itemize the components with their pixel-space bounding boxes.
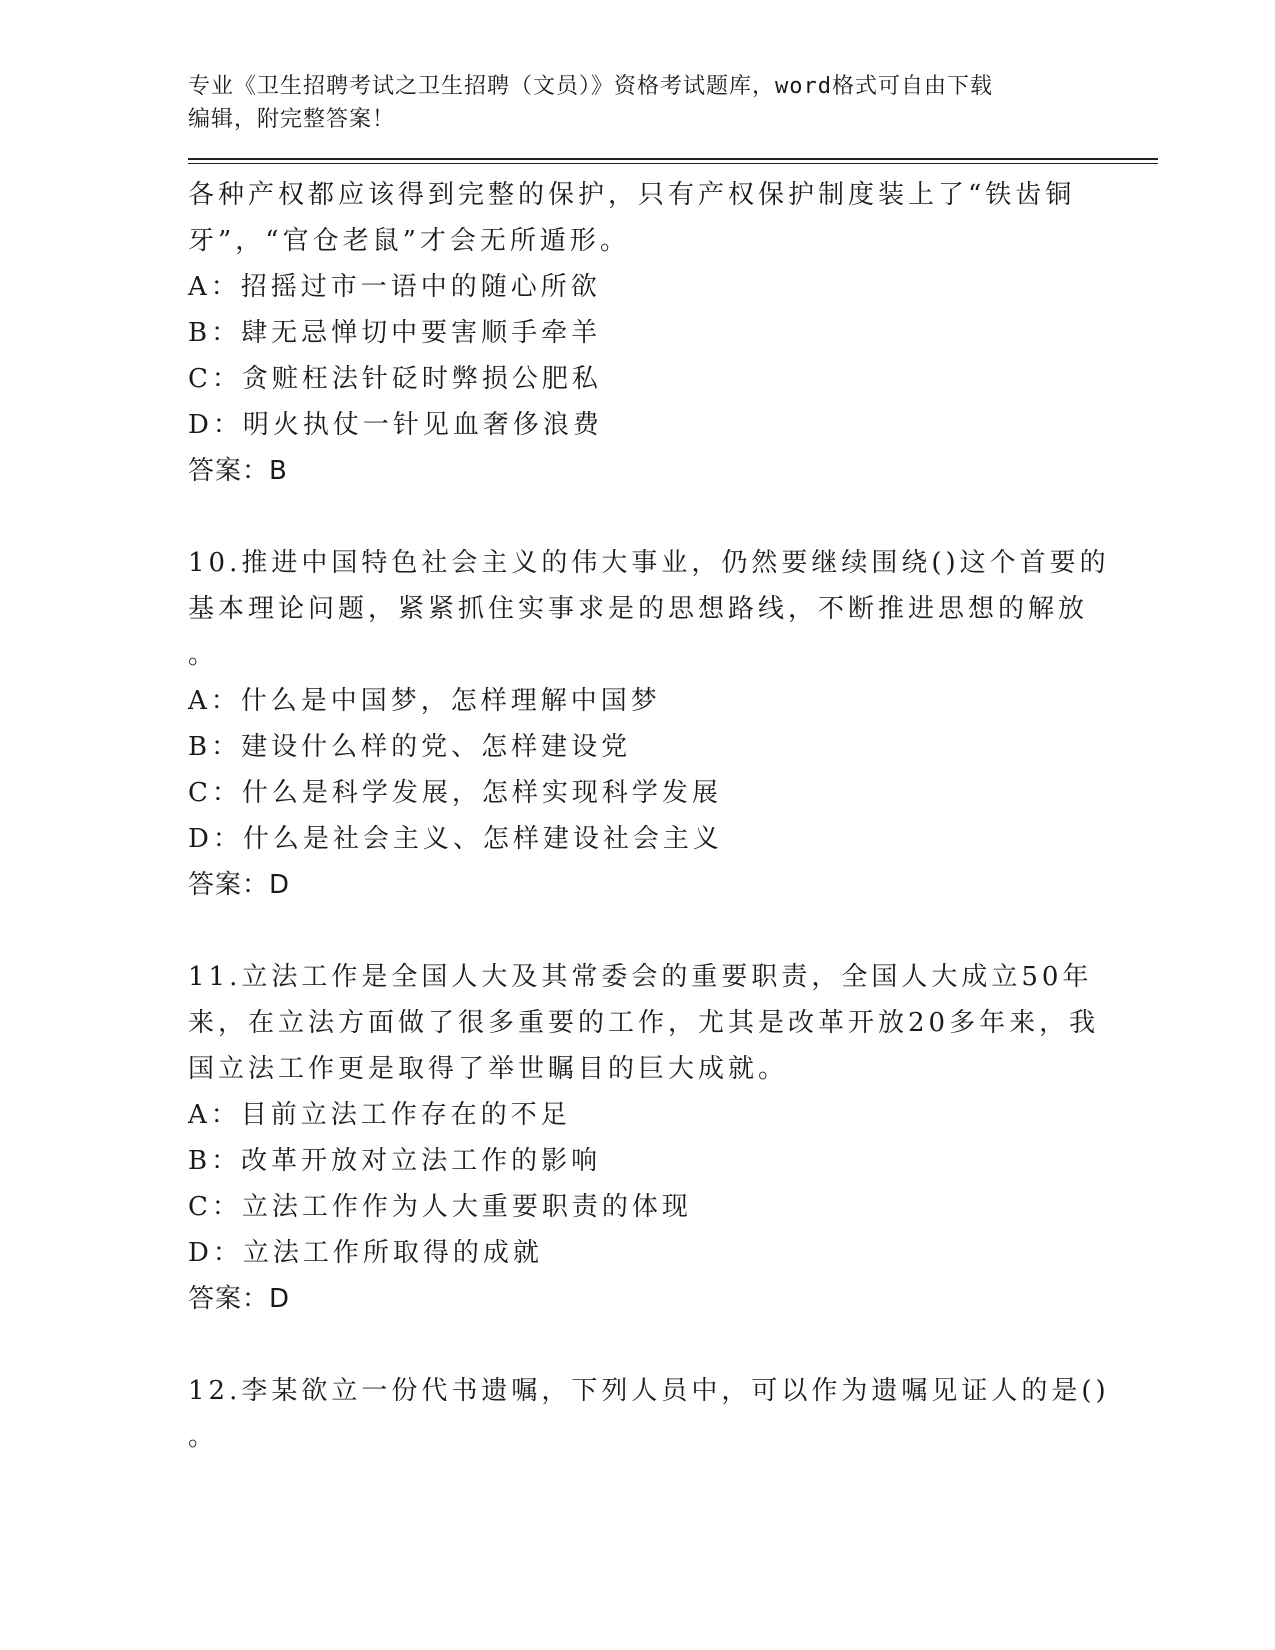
question-stem-line: 11.立法工作是全国人大及其常委会的重要职责，全国人大成立50年	[188, 962, 1093, 992]
answer-line: 答案：D	[188, 1284, 291, 1314]
option-c: C：贪赃枉法针砭时弊损公肥私	[188, 364, 602, 394]
question-stem-line: 。	[188, 1422, 219, 1452]
header-line-1: 专业《卫生招聘考试之卫生招聘（文员）》资格考试题库，word格式可自由下载	[188, 74, 993, 99]
header-divider	[188, 158, 1158, 164]
option-c: C：立法工作作为人大重要职责的体现	[188, 1192, 692, 1222]
answer-line: 答案：B	[188, 456, 288, 486]
option-d: D：明火执仗一针见血奢侈浪费	[188, 410, 603, 440]
question-stem-line: 牙”，“官仓老鼠”才会无所遁形。	[188, 226, 630, 256]
header-line-2: 编辑，附完整答案！	[188, 107, 396, 132]
option-c: C：什么是科学发展，怎样实现科学发展	[188, 778, 722, 808]
option-a: A：什么是中国梦，怎样理解中国梦	[188, 686, 661, 716]
document-page	[188, 70, 1158, 1460]
option-d: D：什么是社会主义、怎样建设社会主义	[188, 824, 723, 854]
option-b: B：建设什么样的党、怎样建设党	[188, 732, 632, 762]
option-b: B：改革开放对立法工作的影响	[188, 1146, 602, 1176]
option-a: A：目前立法工作存在的不足	[188, 1100, 571, 1130]
document-body	[188, 172, 1158, 1460]
question-stem-line: 来，在立法方面做了很多重要的工作，尤其是改革开放20多年来，我	[188, 1008, 1100, 1038]
question-11	[188, 954, 1158, 1322]
option-a: A：招摇过市一语中的随心所欲	[188, 272, 601, 302]
spacer	[188, 494, 1158, 540]
document-header	[188, 70, 1068, 136]
question-stem-line: 10.推进中国特色社会主义的伟大事业，仍然要继续围绕()这个首要的	[188, 548, 1110, 578]
question-stem-line: 12.李某欲立一份代书遗嘱，下列人员中，可以作为遗嘱见证人的是()	[188, 1376, 1110, 1406]
question-9	[188, 172, 1158, 494]
question-10	[188, 540, 1158, 908]
question-stem-line: 国立法工作更是取得了举世瞩目的巨大成就。	[188, 1054, 789, 1084]
question-stem-line: 基本理论问题，紧紧抓住实事求是的思想路线，不断推进思想的解放	[188, 594, 1089, 624]
question-12	[188, 1368, 1158, 1460]
spacer	[188, 1322, 1158, 1368]
question-stem-line: 。	[188, 640, 219, 670]
question-stem-line: 各种产权都应该得到完整的保护，只有产权保护制度装上了“铁齿铜	[188, 180, 1076, 210]
option-d: D：立法工作所取得的成就	[188, 1238, 543, 1268]
answer-line: 答案：D	[188, 870, 291, 900]
option-b: B：肆无忌惮切中要害顺手牵羊	[188, 318, 602, 348]
spacer	[188, 908, 1158, 954]
